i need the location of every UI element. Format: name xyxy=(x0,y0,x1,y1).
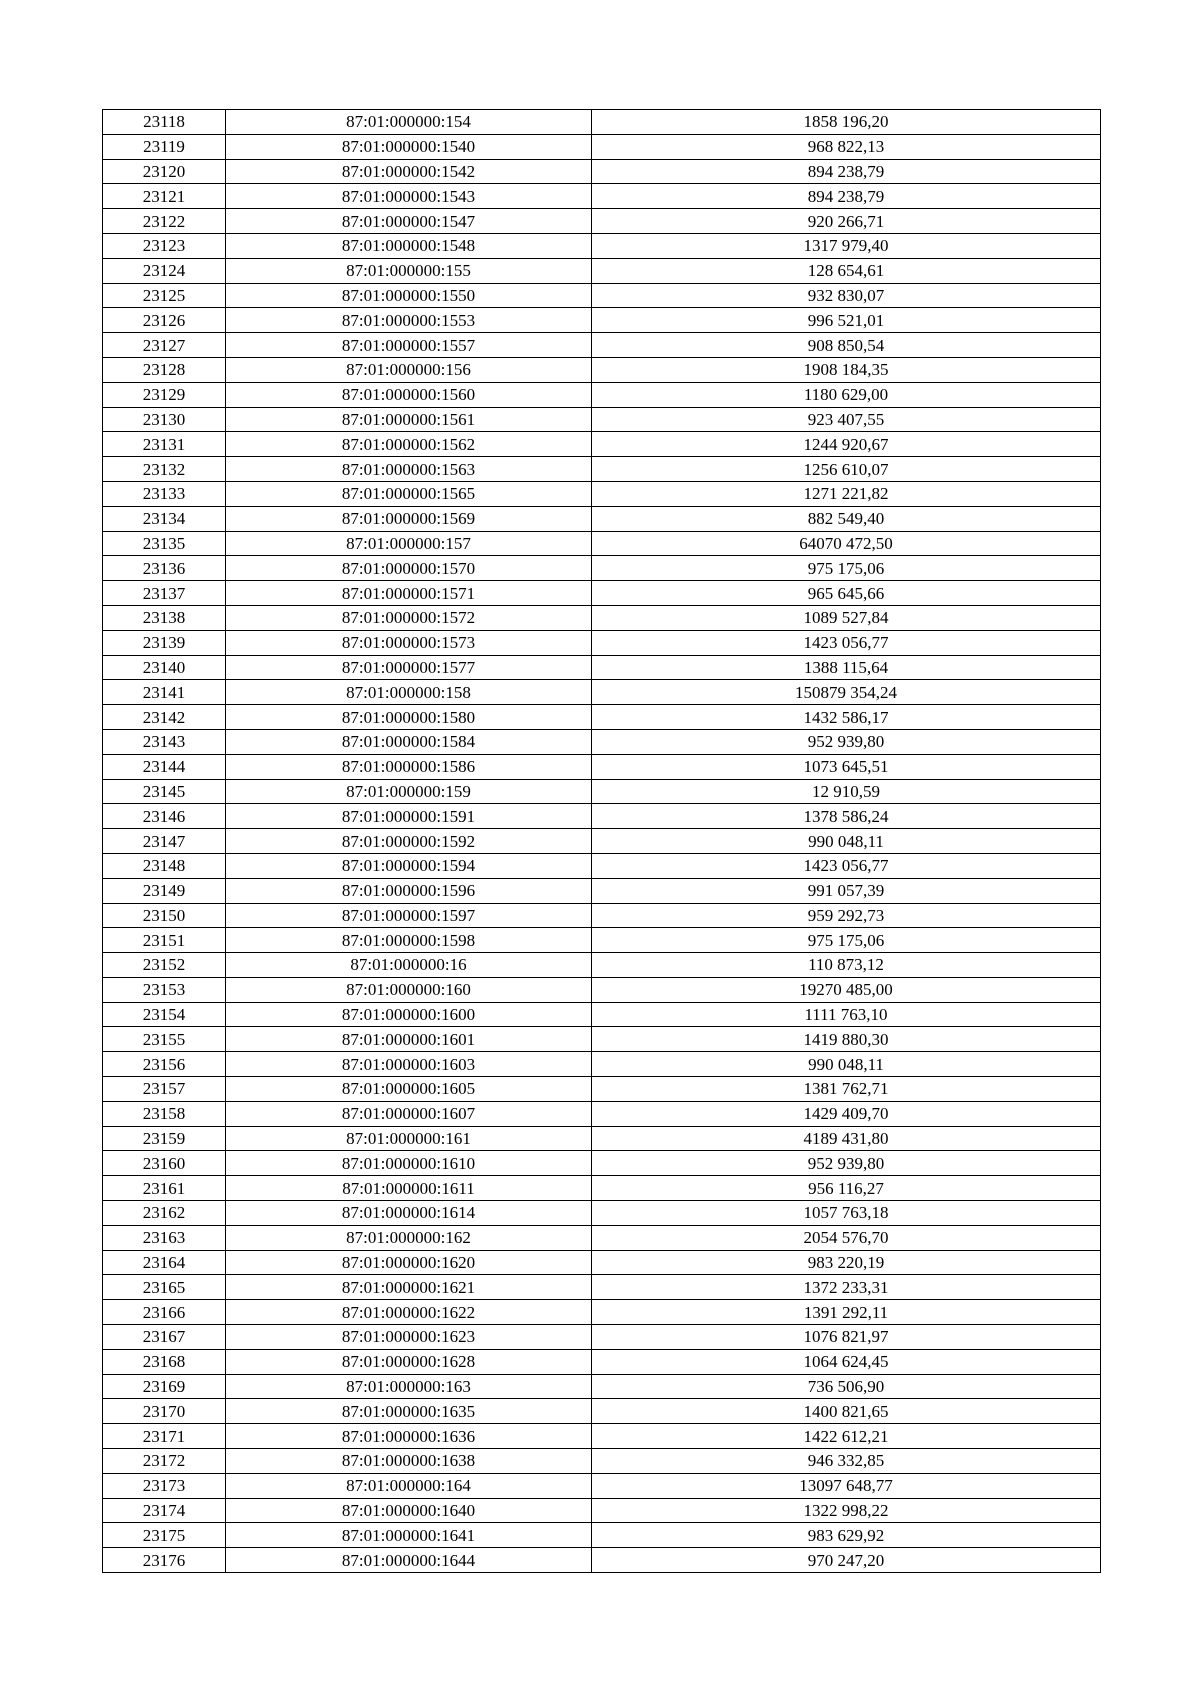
table-row xyxy=(103,1275,1101,1300)
cadastral-number-cell: 87:01:000000:1614 xyxy=(226,1201,592,1226)
value-cell: 983 220,19 xyxy=(592,1250,1101,1275)
row-number-cell: 23118 xyxy=(103,110,226,135)
value-cell: 965 645,66 xyxy=(592,581,1101,606)
table-row xyxy=(103,581,1101,606)
row-number-cell: 23121 xyxy=(103,184,226,209)
cadastral-value-table xyxy=(102,109,1101,1573)
table-row xyxy=(103,233,1101,258)
value-cell: 19270 485,00 xyxy=(592,977,1101,1002)
table-row xyxy=(103,1523,1101,1548)
cadastral-number-cell: 87:01:000000:16 xyxy=(226,953,592,978)
row-number-cell: 23150 xyxy=(103,903,226,928)
cadastral-number-cell: 87:01:000000:1597 xyxy=(226,903,592,928)
row-number-cell: 23129 xyxy=(103,382,226,407)
table-row xyxy=(103,829,1101,854)
cadastral-number-cell: 87:01:000000:1640 xyxy=(226,1498,592,1523)
cadastral-number-cell: 87:01:000000:155 xyxy=(226,258,592,283)
cadastral-number-cell: 87:01:000000:162 xyxy=(226,1225,592,1250)
row-number-cell: 23158 xyxy=(103,1101,226,1126)
row-number-cell: 23176 xyxy=(103,1548,226,1573)
row-number-cell: 23164 xyxy=(103,1250,226,1275)
row-number-cell: 23149 xyxy=(103,878,226,903)
row-number-cell: 23128 xyxy=(103,357,226,382)
value-cell: 952 939,80 xyxy=(592,1151,1101,1176)
cadastral-number-cell: 87:01:000000:1623 xyxy=(226,1325,592,1350)
row-number-cell: 23124 xyxy=(103,258,226,283)
cadastral-number-cell: 87:01:000000:1601 xyxy=(226,1027,592,1052)
table-row xyxy=(103,357,1101,382)
table-row xyxy=(103,283,1101,308)
cadastral-number-cell: 87:01:000000:1540 xyxy=(226,134,592,159)
value-cell: 1256 610,07 xyxy=(592,457,1101,482)
row-number-cell: 23136 xyxy=(103,556,226,581)
value-cell: 1322 998,22 xyxy=(592,1498,1101,1523)
table-row xyxy=(103,1250,1101,1275)
cadastral-number-cell: 87:01:000000:1560 xyxy=(226,382,592,407)
value-cell: 923 407,55 xyxy=(592,407,1101,432)
table-row xyxy=(103,853,1101,878)
value-cell: 2054 576,70 xyxy=(592,1225,1101,1250)
cadastral-number-cell: 87:01:000000:1596 xyxy=(226,878,592,903)
cadastral-number-cell: 87:01:000000:1622 xyxy=(226,1300,592,1325)
row-number-cell: 23137 xyxy=(103,581,226,606)
cadastral-number-cell: 87:01:000000:1573 xyxy=(226,630,592,655)
cadastral-number-cell: 87:01:000000:1571 xyxy=(226,581,592,606)
row-number-cell: 23174 xyxy=(103,1498,226,1523)
cadastral-number-cell: 87:01:000000:1577 xyxy=(226,655,592,680)
value-cell: 1271 221,82 xyxy=(592,481,1101,506)
row-number-cell: 23145 xyxy=(103,779,226,804)
cadastral-number-cell: 87:01:000000:1605 xyxy=(226,1077,592,1102)
table-row xyxy=(103,977,1101,1002)
table-row xyxy=(103,1349,1101,1374)
cadastral-number-cell: 87:01:000000:163 xyxy=(226,1374,592,1399)
table-row xyxy=(103,1077,1101,1102)
row-number-cell: 23171 xyxy=(103,1424,226,1449)
table-row xyxy=(103,1424,1101,1449)
table-row xyxy=(103,1201,1101,1226)
row-number-cell: 23126 xyxy=(103,308,226,333)
value-cell: 1076 821,97 xyxy=(592,1325,1101,1350)
row-number-cell: 23157 xyxy=(103,1077,226,1102)
row-number-cell: 23139 xyxy=(103,630,226,655)
cadastral-number-cell: 87:01:000000:1580 xyxy=(226,705,592,730)
value-cell: 150879 354,24 xyxy=(592,680,1101,705)
table-row xyxy=(103,1399,1101,1424)
cadastral-number-cell: 87:01:000000:158 xyxy=(226,680,592,705)
table-row xyxy=(103,1176,1101,1201)
value-cell: 970 247,20 xyxy=(592,1548,1101,1573)
row-number-cell: 23125 xyxy=(103,283,226,308)
cadastral-number-cell: 87:01:000000:1550 xyxy=(226,283,592,308)
cadastral-number-cell: 87:01:000000:156 xyxy=(226,357,592,382)
value-cell: 1391 292,11 xyxy=(592,1300,1101,1325)
row-number-cell: 23155 xyxy=(103,1027,226,1052)
row-number-cell: 23154 xyxy=(103,1002,226,1027)
row-number-cell: 23170 xyxy=(103,1399,226,1424)
row-number-cell: 23132 xyxy=(103,457,226,482)
row-number-cell: 23127 xyxy=(103,333,226,358)
cadastral-number-cell: 87:01:000000:1542 xyxy=(226,159,592,184)
value-cell: 1064 624,45 xyxy=(592,1349,1101,1374)
table-row xyxy=(103,258,1101,283)
table-row xyxy=(103,1300,1101,1325)
cadastral-number-cell: 87:01:000000:1592 xyxy=(226,829,592,854)
value-cell: 1400 821,65 xyxy=(592,1399,1101,1424)
table-row xyxy=(103,407,1101,432)
cadastral-number-cell: 87:01:000000:1638 xyxy=(226,1449,592,1474)
row-number-cell: 23161 xyxy=(103,1176,226,1201)
value-cell: 1073 645,51 xyxy=(592,754,1101,779)
value-cell: 1372 233,31 xyxy=(592,1275,1101,1300)
table-row xyxy=(103,1027,1101,1052)
row-number-cell: 23151 xyxy=(103,928,226,953)
cadastral-number-cell: 87:01:000000:164 xyxy=(226,1473,592,1498)
table-row xyxy=(103,506,1101,531)
row-number-cell: 23167 xyxy=(103,1325,226,1350)
row-number-cell: 23131 xyxy=(103,432,226,457)
value-cell: 990 048,11 xyxy=(592,1052,1101,1077)
row-number-cell: 23175 xyxy=(103,1523,226,1548)
table-row xyxy=(103,432,1101,457)
cadastral-number-cell: 87:01:000000:1644 xyxy=(226,1548,592,1573)
value-cell: 1089 527,84 xyxy=(592,605,1101,630)
row-number-cell: 23133 xyxy=(103,481,226,506)
cadastral-number-cell: 87:01:000000:1543 xyxy=(226,184,592,209)
value-cell: 1244 920,67 xyxy=(592,432,1101,457)
value-cell: 968 822,13 xyxy=(592,134,1101,159)
cadastral-number-cell: 87:01:000000:1548 xyxy=(226,233,592,258)
cadastral-number-cell: 87:01:000000:1584 xyxy=(226,729,592,754)
value-cell: 1858 196,20 xyxy=(592,110,1101,135)
table-row xyxy=(103,605,1101,630)
cadastral-number-cell: 87:01:000000:1557 xyxy=(226,333,592,358)
cadastral-number-cell: 87:01:000000:1607 xyxy=(226,1101,592,1126)
row-number-cell: 23153 xyxy=(103,977,226,1002)
table-row xyxy=(103,903,1101,928)
value-cell: 1429 409,70 xyxy=(592,1101,1101,1126)
row-number-cell: 23122 xyxy=(103,209,226,234)
table-body xyxy=(103,110,1101,1573)
table-row xyxy=(103,308,1101,333)
row-number-cell: 23119 xyxy=(103,134,226,159)
value-cell: 110 873,12 xyxy=(592,953,1101,978)
table-row xyxy=(103,1126,1101,1151)
row-number-cell: 23169 xyxy=(103,1374,226,1399)
value-cell: 1180 629,00 xyxy=(592,382,1101,407)
cadastral-number-cell: 87:01:000000:154 xyxy=(226,110,592,135)
table-row xyxy=(103,531,1101,556)
row-number-cell: 23156 xyxy=(103,1052,226,1077)
cadastral-number-cell: 87:01:000000:1641 xyxy=(226,1523,592,1548)
table-row xyxy=(103,1101,1101,1126)
table-row xyxy=(103,1225,1101,1250)
value-cell: 1908 184,35 xyxy=(592,357,1101,382)
value-cell: 908 850,54 xyxy=(592,333,1101,358)
table-row xyxy=(103,729,1101,754)
cadastral-number-cell: 87:01:000000:1594 xyxy=(226,853,592,878)
value-cell: 882 549,40 xyxy=(592,506,1101,531)
cadastral-number-cell: 87:01:000000:1610 xyxy=(226,1151,592,1176)
table-row xyxy=(103,556,1101,581)
table-row xyxy=(103,1325,1101,1350)
table-row xyxy=(103,878,1101,903)
table-row xyxy=(103,754,1101,779)
row-number-cell: 23152 xyxy=(103,953,226,978)
value-cell: 920 266,71 xyxy=(592,209,1101,234)
row-number-cell: 23146 xyxy=(103,804,226,829)
row-number-cell: 23147 xyxy=(103,829,226,854)
cadastral-number-cell: 87:01:000000:1570 xyxy=(226,556,592,581)
cadastral-number-cell: 87:01:000000:1600 xyxy=(226,1002,592,1027)
cadastral-number-cell: 87:01:000000:1561 xyxy=(226,407,592,432)
cadastral-number-cell: 87:01:000000:1611 xyxy=(226,1176,592,1201)
table-row xyxy=(103,134,1101,159)
value-cell: 894 238,79 xyxy=(592,159,1101,184)
cadastral-number-cell: 87:01:000000:157 xyxy=(226,531,592,556)
value-cell: 983 629,92 xyxy=(592,1523,1101,1548)
table-row xyxy=(103,804,1101,829)
value-cell: 736 506,90 xyxy=(592,1374,1101,1399)
value-cell: 946 332,85 xyxy=(592,1449,1101,1474)
table-row xyxy=(103,1151,1101,1176)
value-cell: 1432 586,17 xyxy=(592,705,1101,730)
table-row xyxy=(103,1498,1101,1523)
cadastral-number-cell: 87:01:000000:1572 xyxy=(226,605,592,630)
cadastral-number-cell: 87:01:000000:1635 xyxy=(226,1399,592,1424)
cadastral-number-cell: 87:01:000000:1553 xyxy=(226,308,592,333)
value-cell: 1422 612,21 xyxy=(592,1424,1101,1449)
table-row xyxy=(103,110,1101,135)
table-row xyxy=(103,382,1101,407)
cadastral-number-cell: 87:01:000000:1621 xyxy=(226,1275,592,1300)
cadastral-number-cell: 87:01:000000:1636 xyxy=(226,1424,592,1449)
value-cell: 1423 056,77 xyxy=(592,853,1101,878)
row-number-cell: 23138 xyxy=(103,605,226,630)
table-row xyxy=(103,1374,1101,1399)
row-number-cell: 23143 xyxy=(103,729,226,754)
row-number-cell: 23130 xyxy=(103,407,226,432)
row-number-cell: 23120 xyxy=(103,159,226,184)
cadastral-number-cell: 87:01:000000:1591 xyxy=(226,804,592,829)
cadastral-number-cell: 87:01:000000:1620 xyxy=(226,1250,592,1275)
value-cell: 975 175,06 xyxy=(592,928,1101,953)
value-cell: 1419 880,30 xyxy=(592,1027,1101,1052)
table-row xyxy=(103,1449,1101,1474)
value-cell: 990 048,11 xyxy=(592,829,1101,854)
value-cell: 1423 056,77 xyxy=(592,630,1101,655)
row-number-cell: 23134 xyxy=(103,506,226,531)
row-number-cell: 23135 xyxy=(103,531,226,556)
value-cell: 64070 472,50 xyxy=(592,531,1101,556)
row-number-cell: 23163 xyxy=(103,1225,226,1250)
cadastral-number-cell: 87:01:000000:1603 xyxy=(226,1052,592,1077)
table-row xyxy=(103,209,1101,234)
cadastral-number-cell: 87:01:000000:1598 xyxy=(226,928,592,953)
value-cell: 975 175,06 xyxy=(592,556,1101,581)
cadastral-number-cell: 87:01:000000:1563 xyxy=(226,457,592,482)
value-cell: 1317 979,40 xyxy=(592,233,1101,258)
value-cell: 952 939,80 xyxy=(592,729,1101,754)
cadastral-number-cell: 87:01:000000:1569 xyxy=(226,506,592,531)
table-row xyxy=(103,1002,1101,1027)
cadastral-number-cell: 87:01:000000:1586 xyxy=(226,754,592,779)
table-row xyxy=(103,680,1101,705)
cadastral-number-cell: 87:01:000000:160 xyxy=(226,977,592,1002)
table-row xyxy=(103,333,1101,358)
table-row xyxy=(103,928,1101,953)
cadastral-number-cell: 87:01:000000:1565 xyxy=(226,481,592,506)
row-number-cell: 23144 xyxy=(103,754,226,779)
value-cell: 1388 115,64 xyxy=(592,655,1101,680)
table-row xyxy=(103,630,1101,655)
value-cell: 1111 763,10 xyxy=(592,1002,1101,1027)
value-cell: 1378 586,24 xyxy=(592,804,1101,829)
value-cell: 1057 763,18 xyxy=(592,1201,1101,1226)
table-row xyxy=(103,184,1101,209)
value-cell: 128 654,61 xyxy=(592,258,1101,283)
row-number-cell: 23148 xyxy=(103,853,226,878)
value-cell: 959 292,73 xyxy=(592,903,1101,928)
row-number-cell: 23173 xyxy=(103,1473,226,1498)
row-number-cell: 23166 xyxy=(103,1300,226,1325)
table-row xyxy=(103,481,1101,506)
row-number-cell: 23160 xyxy=(103,1151,226,1176)
value-cell: 894 238,79 xyxy=(592,184,1101,209)
value-cell: 956 116,27 xyxy=(592,1176,1101,1201)
row-number-cell: 23172 xyxy=(103,1449,226,1474)
cadastral-number-cell: 87:01:000000:159 xyxy=(226,779,592,804)
row-number-cell: 23159 xyxy=(103,1126,226,1151)
row-number-cell: 23141 xyxy=(103,680,226,705)
table-row xyxy=(103,655,1101,680)
row-number-cell: 23123 xyxy=(103,233,226,258)
row-number-cell: 23165 xyxy=(103,1275,226,1300)
row-number-cell: 23140 xyxy=(103,655,226,680)
value-cell: 932 830,07 xyxy=(592,283,1101,308)
value-cell: 1381 762,71 xyxy=(592,1077,1101,1102)
table-row xyxy=(103,1052,1101,1077)
value-cell: 991 057,39 xyxy=(592,878,1101,903)
value-cell: 996 521,01 xyxy=(592,308,1101,333)
row-number-cell: 23142 xyxy=(103,705,226,730)
row-number-cell: 23162 xyxy=(103,1201,226,1226)
cadastral-number-cell: 87:01:000000:1562 xyxy=(226,432,592,457)
value-cell: 13097 648,77 xyxy=(592,1473,1101,1498)
table-row xyxy=(103,953,1101,978)
row-number-cell: 23168 xyxy=(103,1349,226,1374)
table-row xyxy=(103,705,1101,730)
table-row xyxy=(103,159,1101,184)
cadastral-number-cell: 87:01:000000:161 xyxy=(226,1126,592,1151)
table-row xyxy=(103,779,1101,804)
value-cell: 4189 431,80 xyxy=(592,1126,1101,1151)
table-row xyxy=(103,1473,1101,1498)
value-cell: 12 910,59 xyxy=(592,779,1101,804)
table-row xyxy=(103,1548,1101,1573)
cadastral-number-cell: 87:01:000000:1547 xyxy=(226,209,592,234)
cadastral-number-cell: 87:01:000000:1628 xyxy=(226,1349,592,1374)
table-row xyxy=(103,457,1101,482)
